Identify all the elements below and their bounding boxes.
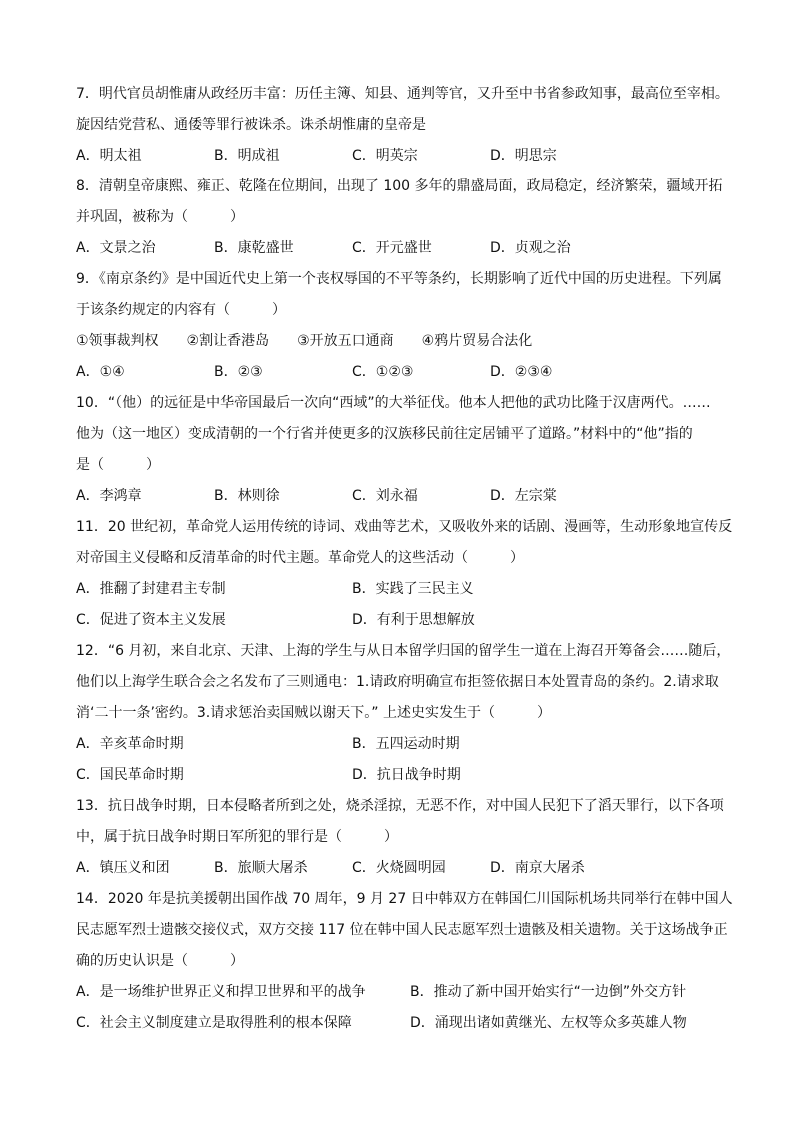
q14-option-c: C．社会主义制度建立是取得胜利的根本保障 [76,1015,352,1031]
q12-option-c: C．国民革命时期 [76,767,184,783]
q10-option-a: A．李鸿章 [76,488,142,504]
q13-option-c: C．火烧圆明园 [352,860,446,876]
q10-option-d: D．左宗棠 [490,488,557,504]
q13-line-2: 中，属于抗日战争时期日军所犯的罪行是（ ） [76,829,398,845]
q13-option-d: D．南京大屠杀 [490,860,585,876]
q10-line-1: 10．“（他）的远征是中华帝国最后一次向“西域”的大举征伐。他本人把他的武功比隆于汉唐两代。…… [76,395,711,411]
q11-option-a: A．推翻了封建君主专制 [76,581,226,597]
q14-option-b: B．推动了新中国开始实行“一边倒”外交方针 [410,984,687,1000]
q8-line-2: 并巩固，被称为（ ） [76,209,244,225]
q9-option-c: C．①②③ [352,364,414,380]
q11-line-1: 11．20 世纪初，革命党人运用传统的诗词、戏曲等艺术，又吸收外来的话剧、漫画等，生动形象地宣传反 [76,519,733,535]
q7-line-2: 旋因结党营私、通倭等罪行被诛杀。诛杀胡惟庸的皇帝是 [76,117,426,133]
q14-option-a: A．是一场维护世界正义和捍卫世界和平的战争 [76,984,366,1000]
q8-option-a: A．文景之治 [76,240,156,256]
q7-line-1: 7．明代官员胡惟庸从政经历丰富：历任主簿、知县、通判等官，又升至中书省参政知事，最高位至宰相。 [76,86,729,102]
q7-option-a: A．明太祖 [76,148,142,164]
q14-line-2: 民志愿军烈士遗骸交接仪式，双方交接 117 位在韩中国人民志愿军烈士遗骸及相关遗物。关于这场战争正 [76,922,728,938]
q14-line-1: 14．2020 年是抗美援朝出国作战 70 周年，9 月 27 日中韩双方在韩国仁川国际机场共同举行在韩中国人 [76,891,733,907]
q8-option-b: B．康乾盛世 [214,240,294,256]
q8-line-1: 8．清朝皇帝康熙、雍正、乾隆在位期间，出现了 100 多年的鼎盛局面，政局稳定，经济繁荣，疆域开拓 [76,178,723,194]
q14-option-d: D．涌现出诸如黄继光、左权等众多英雄人物 [410,1015,687,1031]
q9-line-1: 9．《南京条约》是中国近代史上第一个丧权辱国的不平等条约，长期影响了近代中国的历史进程。下列属 [76,271,722,287]
q12-option-d: D．抗日战争时期 [352,767,461,783]
q9-line-2: 于该条约规定的内容有（ ） [76,302,286,318]
q10-option-b: B．林则徐 [214,488,280,504]
q12-option-b: B．五四运动时期 [352,736,460,752]
q13-option-a: A．镇压义和团 [76,860,170,876]
q8-option-d: D．贞观之治 [490,240,571,256]
q9-option-d: D．②③④ [490,364,553,380]
q13-option-b: B．旅顺大屠杀 [214,860,308,876]
q7-option-b: B．明成祖 [214,148,280,164]
q14-line-3: 确的历史认识是（ ） [76,953,244,969]
q12-line-2: 他们以上海学生联合会之名发布了三则通电：1.请政府明确宣布拒签依据日本处置青岛的条约。2.请求取 [76,674,719,690]
q11-option-d: D．有利于思想解放 [352,612,475,628]
q12-line-1: 12．“6 月初，来自北京、天津、上海的学生与从日本留学归国的留学生一道在上海召开筹备会……随后， [76,643,731,659]
q10-line-3: 是（ ） [76,457,160,473]
q11-option-c: C．促进了资本主义发展 [76,612,226,628]
q13-line-1: 13．抗日战争时期，日本侵略者所到之处，烧杀淫掠，无恶不作，对中国人民犯下了滔天罪行，以下各项 [76,798,724,814]
q8-option-c: C．开元盛世 [352,240,432,256]
q11-option-b: B．实践了三民主义 [352,581,474,597]
q7-option-c: C．明英宗 [352,148,418,164]
q10-option-c: C．刘永福 [352,488,418,504]
q11-line-2: 对帝国主义侵略和反清革命的时代主题。革命党人的这些活动（ ） [76,550,524,566]
q9-line-3: ①领事裁判权 ②割让香港岛 ③开放五口通商 ④鸦片贸易合法化 [76,333,533,349]
q12-line-3: 消‘二十一条’密约。3.请求惩治卖国贼以谢天下。” 上述史实发生于（ ） [76,705,551,721]
q9-option-a: A．①④ [76,364,125,380]
q12-option-a: A．辛亥革命时期 [76,736,184,752]
q7-option-d: D．明思宗 [490,148,557,164]
q9-option-b: B．②③ [214,364,263,380]
q10-line-2: 他为（这一地区）变成清朝的一个行省并使更多的汉族移民前往定居铺平了道路。”材料中的“他”指的 [76,426,693,442]
